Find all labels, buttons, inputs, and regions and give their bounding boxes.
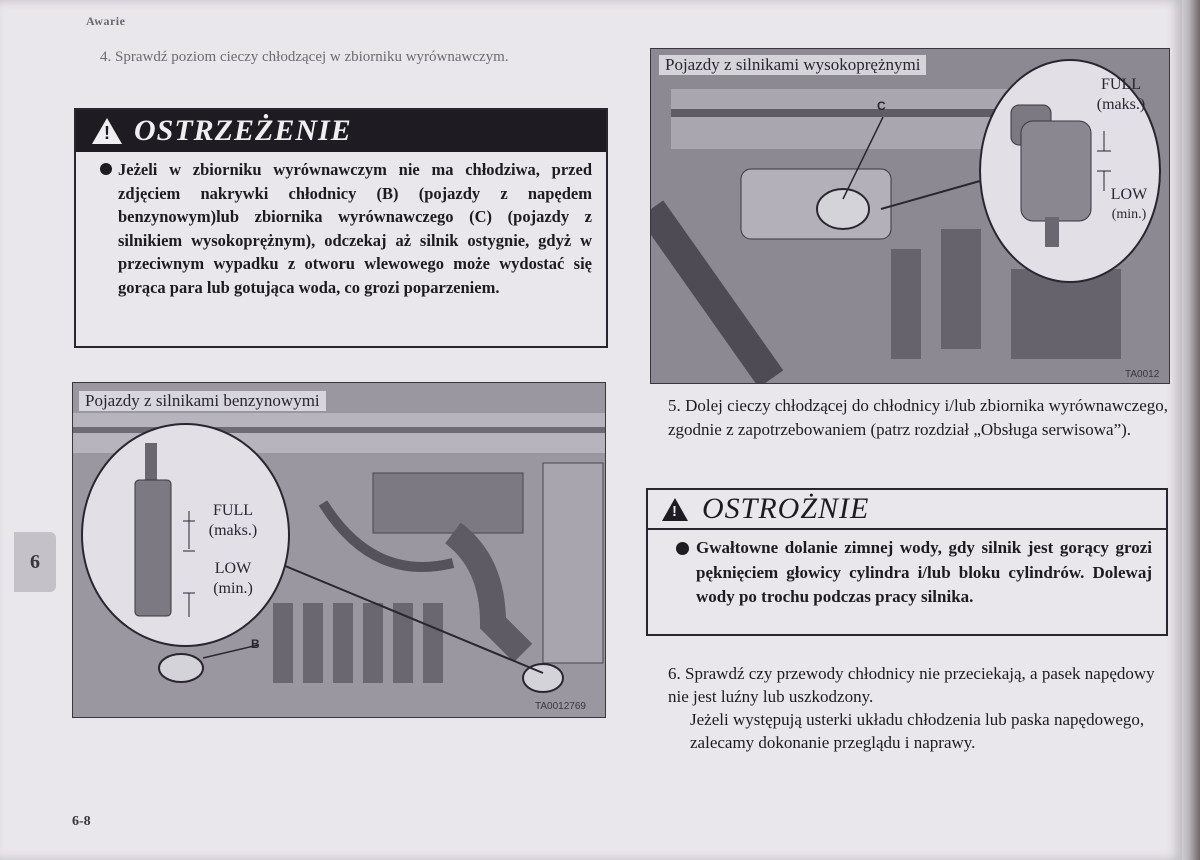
caution-triangle-icon xyxy=(662,498,688,521)
full-label: FULL xyxy=(213,502,253,519)
warning-triangle-icon xyxy=(92,118,122,144)
full-label: FULL xyxy=(1101,76,1141,93)
diesel-engine-figure xyxy=(650,48,1170,384)
step-4-text: 4. Sprawdź poziom cieczy chłodzącej w zbiorniku wyrównawczym. xyxy=(100,49,509,65)
warning-text: Jeżeli w zbiorniku wyrównawczym nie ma chłodziwa, przed zdjęciem nakrywki chłodnicy (B) (pojazdy z napędem benzynowym)lub zbiornika wyrównawczego (C) (pojazdy z silnikiem wysokoprężnym), odczekaj aż silnik ostygnie, gdyż w przeciwnym wypadku z otworu wlewowego może wydostać się gorąca para lub gotująca woda, co grozi poparzeniem. xyxy=(118,160,592,297)
diesel-figure-code: TA0012 xyxy=(1125,369,1160,380)
caution-box xyxy=(646,488,1168,636)
diesel-reservoir-zoom xyxy=(979,59,1161,283)
bullet-icon xyxy=(676,542,689,555)
callout-c: C xyxy=(877,99,886,113)
petrol-figure-caption: Pojazdy z silnikami benzynowymi xyxy=(79,391,326,411)
full-sub-label: (maks.) xyxy=(1096,96,1146,113)
diesel-figure-caption: Pojazdy z silnikami wysokoprężnymi xyxy=(659,55,926,75)
caution-text: Gwałtowne dolanie zimnej wody, gdy silnik jest gorący grozi pęknięciem głowicy cylindra i/lub bloku cylindrów. Dolewaj wody po trochu podczas pracy silnika. xyxy=(696,538,1152,606)
page-edge xyxy=(1182,0,1200,860)
full-sub-label: (maks.) xyxy=(208,522,258,539)
step-6-followup: Jeżeli występują usterki układu chłodzenia lub paska napędowego, zalecamy dokonanie przeglądu i naprawy. xyxy=(690,710,1145,752)
bullet-icon xyxy=(100,163,112,175)
warning-box xyxy=(74,108,608,348)
section-header: Awarie xyxy=(86,14,126,28)
petrol-figure-code: TA0012769 xyxy=(535,701,586,712)
caution-title: OSTROŻNIE xyxy=(702,492,870,525)
reservoir-illustration xyxy=(981,61,1159,281)
step-5-text: 5. Dolej cieczy chłodzącej do chłodnicy i/lub zbiornika wyrównawczego, zgodnie z zapotrzebowaniem (patrz rozdział „Obsługa serwisowa”). xyxy=(668,396,1168,439)
low-sub-label: (min.) xyxy=(1111,207,1147,222)
petrol-engine-figure xyxy=(72,382,606,718)
low-label: LOW xyxy=(214,560,252,577)
step-6-block xyxy=(668,662,1168,754)
warning-body xyxy=(76,152,606,299)
section-tab: 6 xyxy=(14,532,56,592)
low-label: LOW xyxy=(1110,186,1148,203)
caution-header xyxy=(648,490,1166,530)
warning-header xyxy=(76,110,606,152)
callout-b: B xyxy=(251,637,260,651)
low-sub-label: (min.) xyxy=(213,580,253,597)
step-6-text: 6. Sprawdź czy przewody chłodnicy nie przeciekają, a pasek napędowy nie jest luźny lub uszkodzony. xyxy=(668,664,1155,706)
warning-title: OSTRZEŻENIE xyxy=(134,114,352,147)
petrol-reservoir-zoom xyxy=(81,423,290,647)
page-number: 6-8 xyxy=(72,814,91,829)
caution-body xyxy=(648,530,1166,610)
